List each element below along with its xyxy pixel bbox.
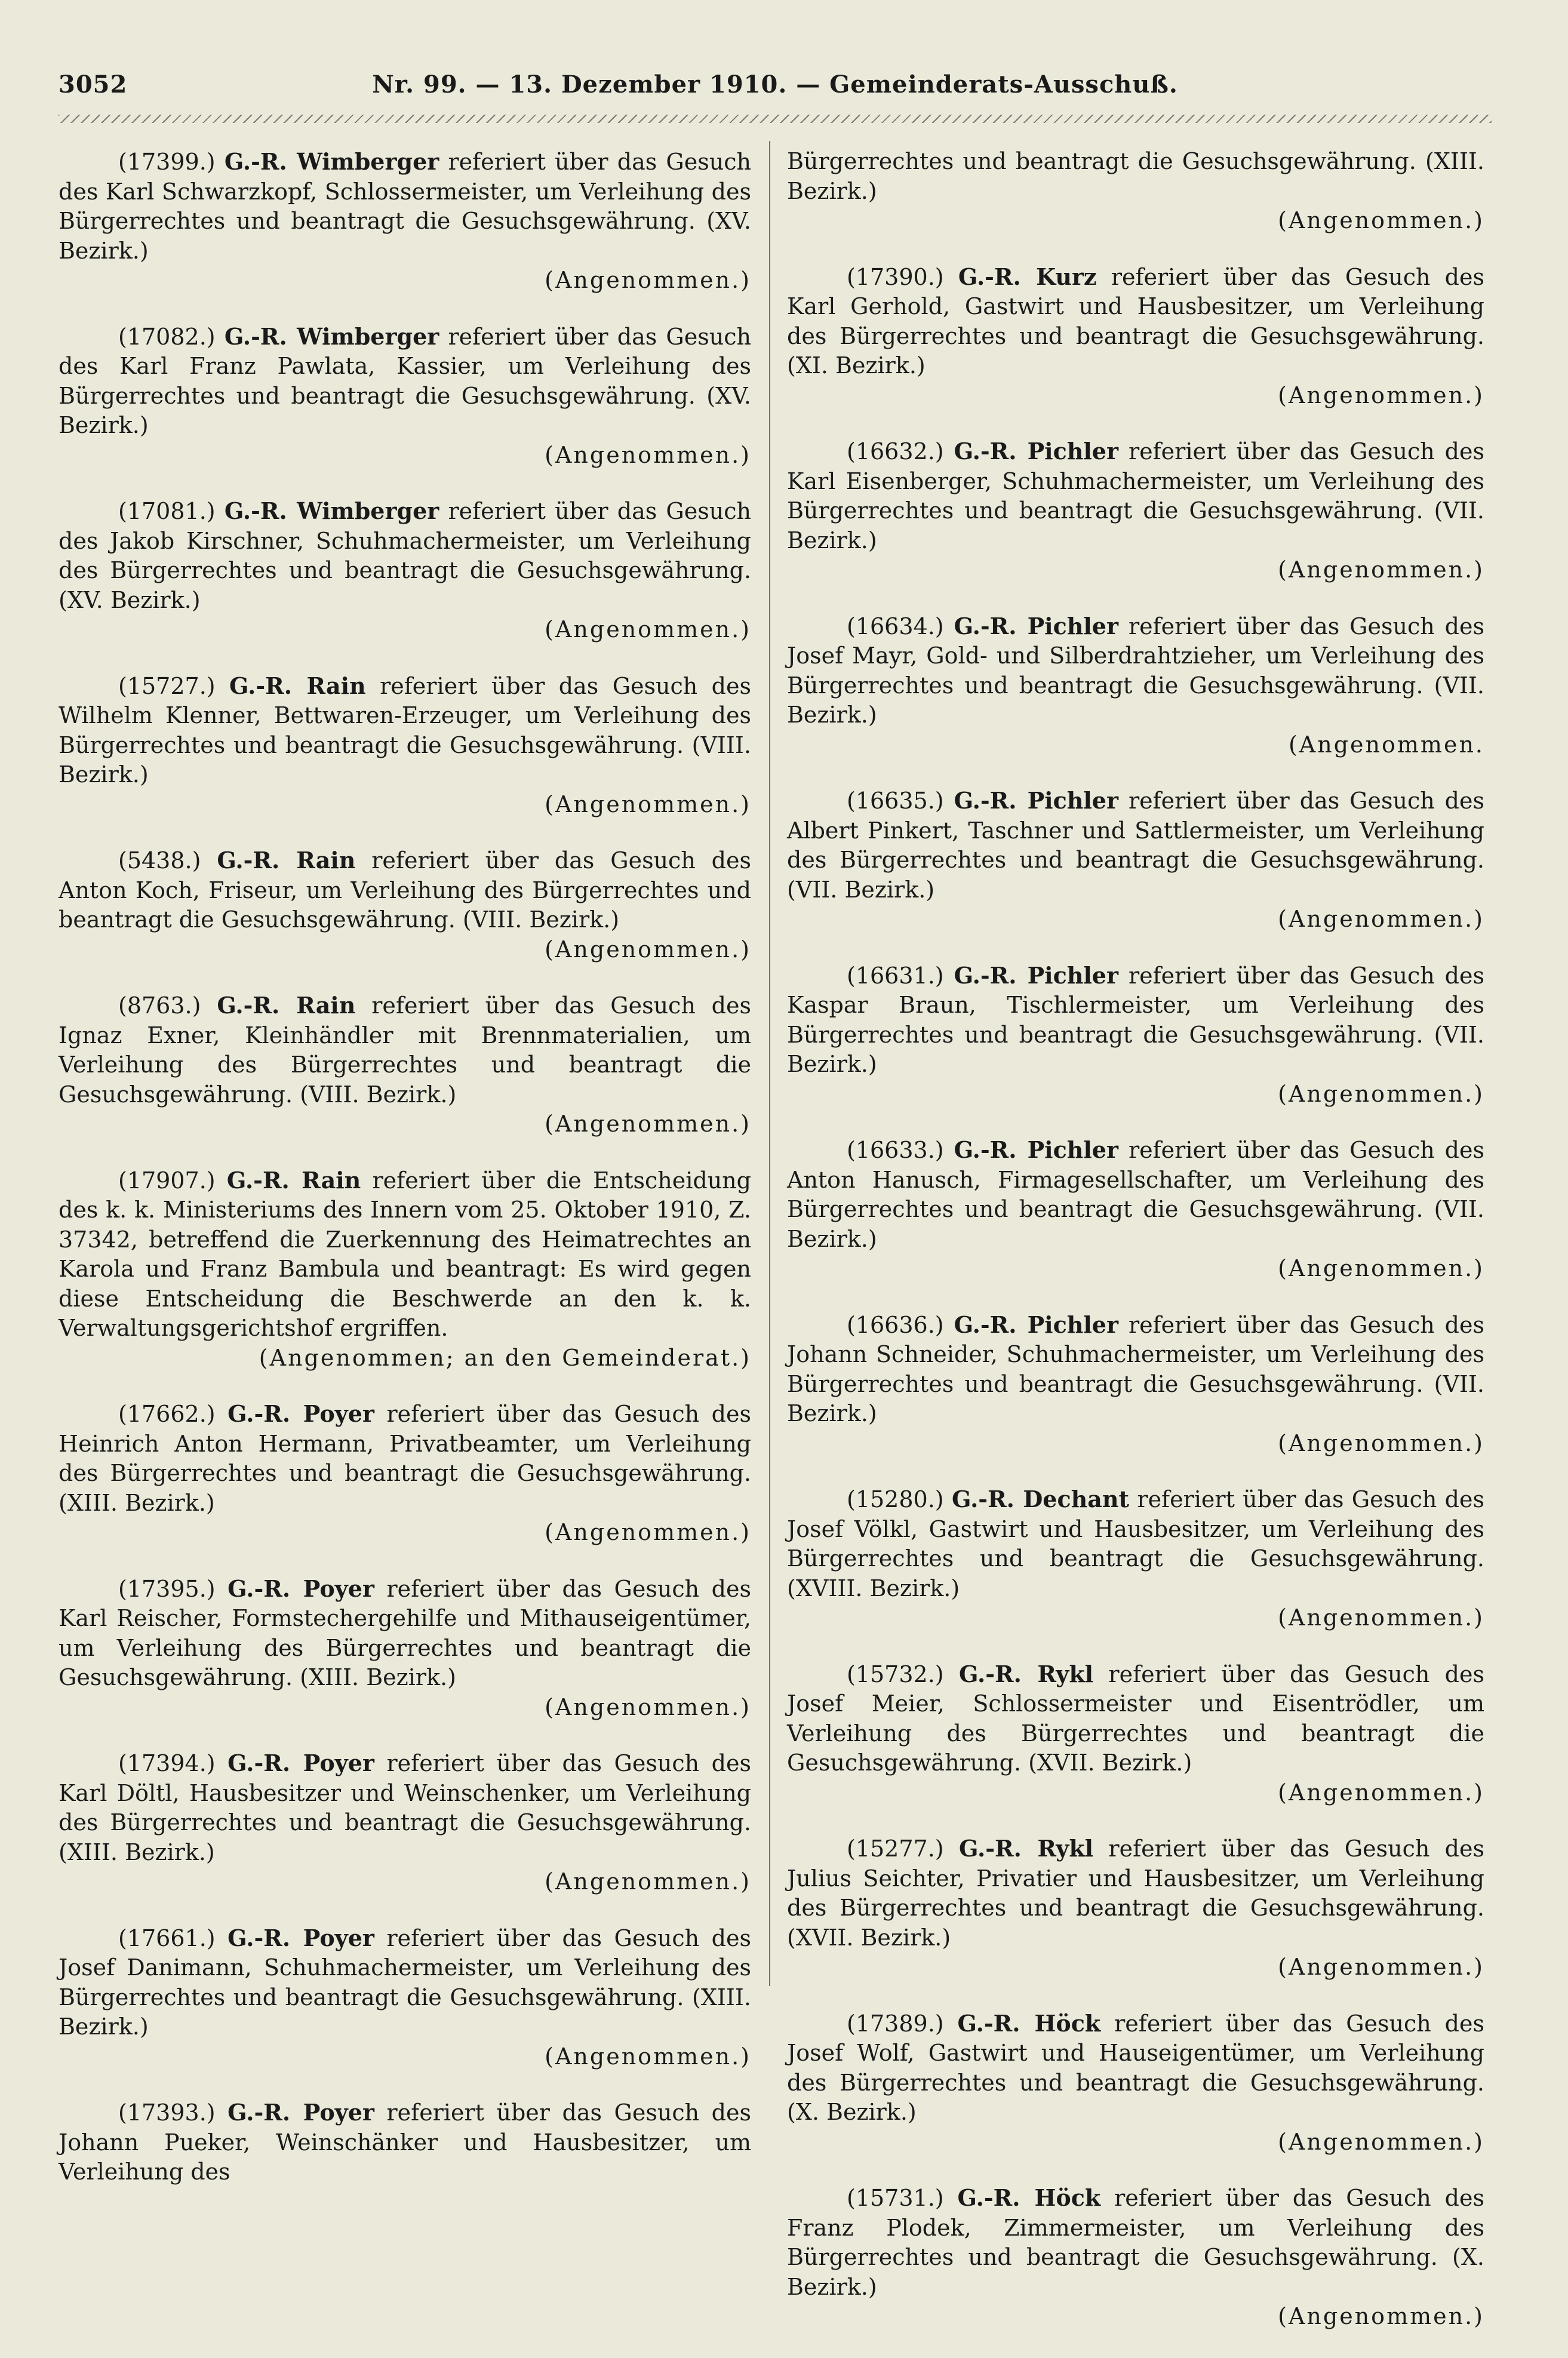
councillor-name: G.-R. Rain — [229, 672, 366, 699]
entry-number: (5438.) — [118, 847, 201, 874]
page-header — [59, 70, 1492, 112]
entry-result: (Angenommen.) — [545, 1519, 751, 1545]
entry-number: (16632.) — [847, 438, 944, 465]
entry-text: referiert über das Gesuch des Franz Plodek, Zimmermeister, um Verleihung des Bürgerrechtes und beantragt die Gesuchsgewährung. (X. Bezirk.) — [787, 2185, 1484, 2300]
entry-text: referiert über das Gesuch des Josef Wolf, Gastwirt und Hauseigentümer, um Verleihung des Bürgerrechtes und beantragt die Gesuchsgewährung. (X. Bezirk.) — [787, 2010, 1484, 2125]
entry-text: referiert über das Gesuch des Heinrich Anton Hermann, Privatbeamter, um Verleihung des Bürgerrechtes und beantragt die Gesuchsgewährung. (XIII. Bezirk.) — [59, 1401, 751, 1516]
resolution-entry — [59, 1399, 751, 1548]
entry-number: (17662.) — [118, 1401, 216, 1427]
entry-text: referiert über das Gesuch des Jakob Kirschner, Schuhmachermeister, um Verleihung des Bürgerrechtes und beantragt die Gesuchsgewährung. (XV. Bezirk.) — [59, 498, 751, 613]
councillor-name: G.-R. Rykl — [958, 1835, 1094, 1862]
councillor-name: G.-R. Pichler — [954, 612, 1118, 640]
councillor-name: G.-R. Höck — [957, 2184, 1101, 2211]
resolution-entry — [59, 147, 751, 296]
resolution-entry — [59, 991, 751, 1139]
left-column — [59, 147, 751, 2213]
entry-number: (16636.) — [847, 1311, 944, 1338]
entry-text: referiert über das Gesuch des Wilhelm Klenner, Bettwaren-Erzeuger, um Verleihung des Bürgerrechtes und beantragt die Gesuchsgewährung. (VIII. Bezirk.) — [59, 672, 751, 788]
resolution-entry — [787, 2009, 1484, 2157]
entry-number: (16634.) — [847, 613, 944, 640]
resolution-entry — [787, 1310, 1484, 1459]
entry-text: referiert über das Gesuch des Ignaz Exner, Kleinhändler mit Brennmaterialien, um Verleihung des Bürgerrechtes und beantragt die Gesuchsgewährung. (VIII. Bezirk.) — [59, 992, 751, 1108]
entry-text: referiert über das Gesuch des Josef Mayr, Gold- und Silberdrahtzieher, um Verleihung des Bürgerrechtes und beantragt die Gesuchsgewährung. (VII. Bezirk.) — [787, 613, 1484, 728]
entry-number: (17082.) — [118, 323, 216, 350]
entry-text: referiert über das Gesuch des Anton Koch, Friseur, um Verleihung des Bürgerrechtes und beantragt die Gesuchsgewährung. (VIII. Bezirk.) — [59, 847, 751, 933]
entry-text: referiert über das Gesuch des Josef Völkl, Gastwirt und Hausbesitzer, um Verleihung des Bürgerrechtes und beantragt die Gesuchsgewährung. (XVIII. Bezirk.) — [787, 1486, 1484, 1601]
entry-result: (Angenommen.) — [1278, 382, 1484, 408]
councillor-name: G.-R. Poyer — [227, 2099, 374, 2126]
councillor-name: G.-R. Wimberger — [224, 497, 439, 524]
header-rule — [59, 115, 1492, 123]
entry-result: (Angenommen. — [1288, 731, 1484, 758]
entry-number: (15731.) — [847, 2185, 944, 2211]
entry-result: (Angenommen.) — [1278, 1604, 1484, 1631]
councillor-name: G.-R. Wimberger — [224, 322, 439, 350]
entry-text: referiert über das Gesuch des Karl Gerhold, Gastwirt und Hausbesitzer, um Verleihung des Bürgerrechtes und beantragt die Gesuchsgewährung. (XI. Bezirk.) — [787, 263, 1484, 379]
councillor-name: G.-R. Pichler — [954, 787, 1118, 814]
resolution-entry — [59, 1923, 751, 2072]
entry-number: (17395.) — [118, 1575, 216, 1602]
councillor-name: G.-R. Pichler — [954, 1311, 1118, 1338]
resolution-entry — [787, 1135, 1484, 1284]
column-divider — [769, 141, 770, 1986]
entry-result: (Angenommen.) — [545, 1868, 751, 1895]
entry-result: (Angenommen; an den Gemeinderat.) — [259, 1344, 751, 1371]
entry-text: referiert über das Gesuch des Karl Döltl, Hausbesitzer und Weinschenker, um Verleihung des Bürgerrechtes und beantragt die Gesuchsgewährung. (XIII. Bezirk.) — [59, 1750, 751, 1865]
entry-text: referiert über das Gesuch des Anton Hanusch, Firmagesellschafter, um Verleihung des Bürgerrechtes und beantragt die Gesuchsgewährung. (VII. Bezirk.) — [787, 1137, 1484, 1252]
entry-result: (Angenommen.) — [545, 267, 751, 293]
entry-number: (15727.) — [118, 672, 216, 699]
entry-number: (15277.) — [847, 1836, 944, 1862]
councillor-name: G.-R. Pichler — [954, 961, 1118, 989]
resolution-entry — [59, 1166, 751, 1373]
resolution-entry — [787, 611, 1484, 760]
resolution-entry — [787, 436, 1484, 585]
councillor-name: G.-R. Rain — [217, 847, 356, 874]
councillor-name: G.-R. Poyer — [227, 1400, 374, 1427]
entry-number: (17389.) — [847, 2010, 944, 2037]
resolution-entry — [59, 671, 751, 820]
entry-result: (Angenommen.) — [545, 791, 751, 817]
entry-text: referiert über das Gesuch des Kaspar Braun, Tischlermeister, um Verleihung des Bürgerrechtes und beantragt die Gesuchsgewährung. (VII. Bezirk.) — [787, 962, 1484, 1077]
councillor-name: G.-R. Rain — [226, 1166, 361, 1194]
entry-text: referiert über das Gesuch des Johann Pueker, Weinschänker und Hausbesitzer, um Verleihung des — [59, 2099, 751, 2185]
councillor-name: G.-R. Poyer — [227, 1575, 374, 1602]
resolution-entry — [787, 2183, 1484, 2332]
resolution-entry — [59, 1748, 751, 1897]
councillor-name: G.-R. Poyer — [227, 1750, 374, 1776]
entry-result: (Angenommen.) — [1278, 1954, 1484, 1980]
resolution-entry — [787, 147, 1484, 236]
entry-number: (17907.) — [118, 1167, 216, 1194]
councillor-name: G.-R. Rykl — [958, 1660, 1094, 1687]
entry-result: (Angenommen.) — [1278, 1429, 1484, 1456]
entry-result: (Angenommen.) — [545, 1111, 751, 1137]
entry-result: (Angenommen.) — [545, 2043, 751, 2070]
entry-number: (17081.) — [118, 498, 216, 524]
entry-result: (Angenommen.) — [1278, 1080, 1484, 1107]
resolution-entry — [787, 961, 1484, 1109]
entry-number: (15280.) — [847, 1486, 944, 1512]
entry-text: referiert über das Gesuch des Josef Meier, Schlossermeister und Eisentrödler, um Verleihung des Bürgerrechtes und beantragt die Gesuchsgewährung. (XVII. Bezirk.) — [787, 1661, 1484, 1776]
page-title: Nr. 99. — 13. Dezember 1910. — Gemeinderats-Ausschuß. — [372, 70, 1178, 99]
entry-number: (17661.) — [118, 1924, 216, 1951]
entry-text: referiert über das Gesuch des Karl Eisenberger, Schuhmachermeister, um Verleihung des Bürgerrechtes und beantragt die Gesuchsgewährung. (VII. Bezirk.) — [787, 438, 1484, 554]
resolution-entry — [787, 786, 1484, 934]
resolution-entry — [787, 1484, 1484, 1633]
right-column — [787, 147, 1484, 2358]
councillor-name: G.-R. Kurz — [958, 263, 1097, 290]
entry-result: (Angenommen.) — [1278, 2303, 1484, 2329]
entry-text: referiert über das Gesuch des Albert Pinkert, Taschner und Sattlermeister, um Verleihung des Bürgerrechtes und beantragt die Gesuchsgewährung. (VII. Bezirk.) — [787, 788, 1484, 903]
entry-number: (17399.) — [118, 149, 216, 175]
entry-text: referiert über das Gesuch des Julius Seichter, Privatier und Hausbesitzer, um Verleihung des Bürgerrechtes und beantragt die Gesuchsgewährung. (XVII. Bezirk.) — [787, 1836, 1484, 1951]
entry-result: (Angenommen.) — [545, 616, 751, 642]
entry-result: (Angenommen.) — [545, 1693, 751, 1720]
resolution-entry — [787, 1659, 1484, 1808]
page-number: 3052 — [59, 70, 128, 99]
resolution-entry — [787, 262, 1484, 411]
entry-number: (8763.) — [118, 992, 201, 1019]
entry-result: (Angenommen.) — [1278, 557, 1484, 583]
entry-number: (17390.) — [847, 263, 944, 290]
resolution-entry — [59, 496, 751, 645]
councillor-name: G.-R. Höck — [957, 2009, 1101, 2037]
councillor-name: G.-R. Wimberger — [224, 148, 439, 175]
councillor-name: G.-R. Dechant — [951, 1486, 1130, 1512]
entry-text: referiert über das Gesuch des Johann Schneider, Schuhmachermeister, um Verleihung des Bürgerrechtes und beantragt die Gesuchsgewährung. (VII. Bezirk.) — [787, 1311, 1484, 1427]
entry-text: referiert über die Entscheidung des k. k. Ministeriums des Innern vom 25. Oktober 1910, Z. 37342, betreffend die Zuerkennung des Heimatrechtes an Karola und Franz Bambula und beantragt: Es wird gegen diese Entscheidung die Beschwerde an den k. k. Verwaltungsgerichtshof ergriffen. — [59, 1167, 751, 1341]
resolution-entry — [59, 2098, 751, 2187]
entry-result: (Angenommen.) — [1278, 1779, 1484, 1806]
entry-result: (Angenommen.) — [1278, 2128, 1484, 2155]
councillor-name: G.-R. Pichler — [954, 438, 1118, 465]
councillor-name: G.-R. Pichler — [954, 1136, 1118, 1163]
entry-text: referiert über das Gesuch des Karl Reischer, Formstechergehilfe und Mithauseigentümer, um Verleihung des Bürgerrechtes und beantragt die Gesuchsgewährung. (XIII. Bezirk.) — [59, 1575, 751, 1690]
entry-text: referiert über das Gesuch des Karl Franz Pawlata, Kassier, um Verleihung des Bürgerrechtes und beantragt die Gesuchsgewährung. (XV. Bezirk.) — [59, 323, 751, 438]
entry-number: (17393.) — [118, 2099, 216, 2126]
entry-number: (16631.) — [847, 962, 944, 989]
entry-number: (17394.) — [118, 1750, 216, 1776]
entry-number: (16633.) — [847, 1137, 944, 1163]
entry-result: (Angenommen.) — [1278, 906, 1484, 932]
entry-result: (Angenommen.) — [545, 441, 751, 468]
resolution-entry — [59, 322, 751, 471]
councillor-name: G.-R. Poyer — [227, 1924, 374, 1951]
resolution-entry — [59, 846, 751, 964]
entry-result: (Angenommen.) — [1278, 207, 1484, 233]
entry-number: (15732.) — [847, 1661, 944, 1687]
entry-result: (Angenommen.) — [1278, 1255, 1484, 1281]
entry-result: (Angenommen.) — [545, 936, 751, 963]
resolution-entry — [787, 1834, 1484, 1982]
entry-text: Bürgerrechtes und beantragt die Gesuchsgewährung. (XIII. Bezirk.) — [787, 148, 1484, 204]
resolution-entry — [59, 1574, 751, 1723]
entry-text: referiert über das Gesuch des Josef Danimann, Schuhmachermeister, um Verleihung des Bürgerrechtes und beantragt die Gesuchsgewährung. (XIII. Bezirk.) — [59, 1924, 751, 2040]
councillor-name: G.-R. Rain — [217, 992, 356, 1019]
entry-number: (16635.) — [847, 788, 944, 814]
entry-text: referiert über das Gesuch des Karl Schwarzkopf, Schlossermeister, um Verleihung des Bürgerrechtes und beantragt die Gesuchsgewährung. (XV. Bezirk.) — [59, 149, 751, 264]
